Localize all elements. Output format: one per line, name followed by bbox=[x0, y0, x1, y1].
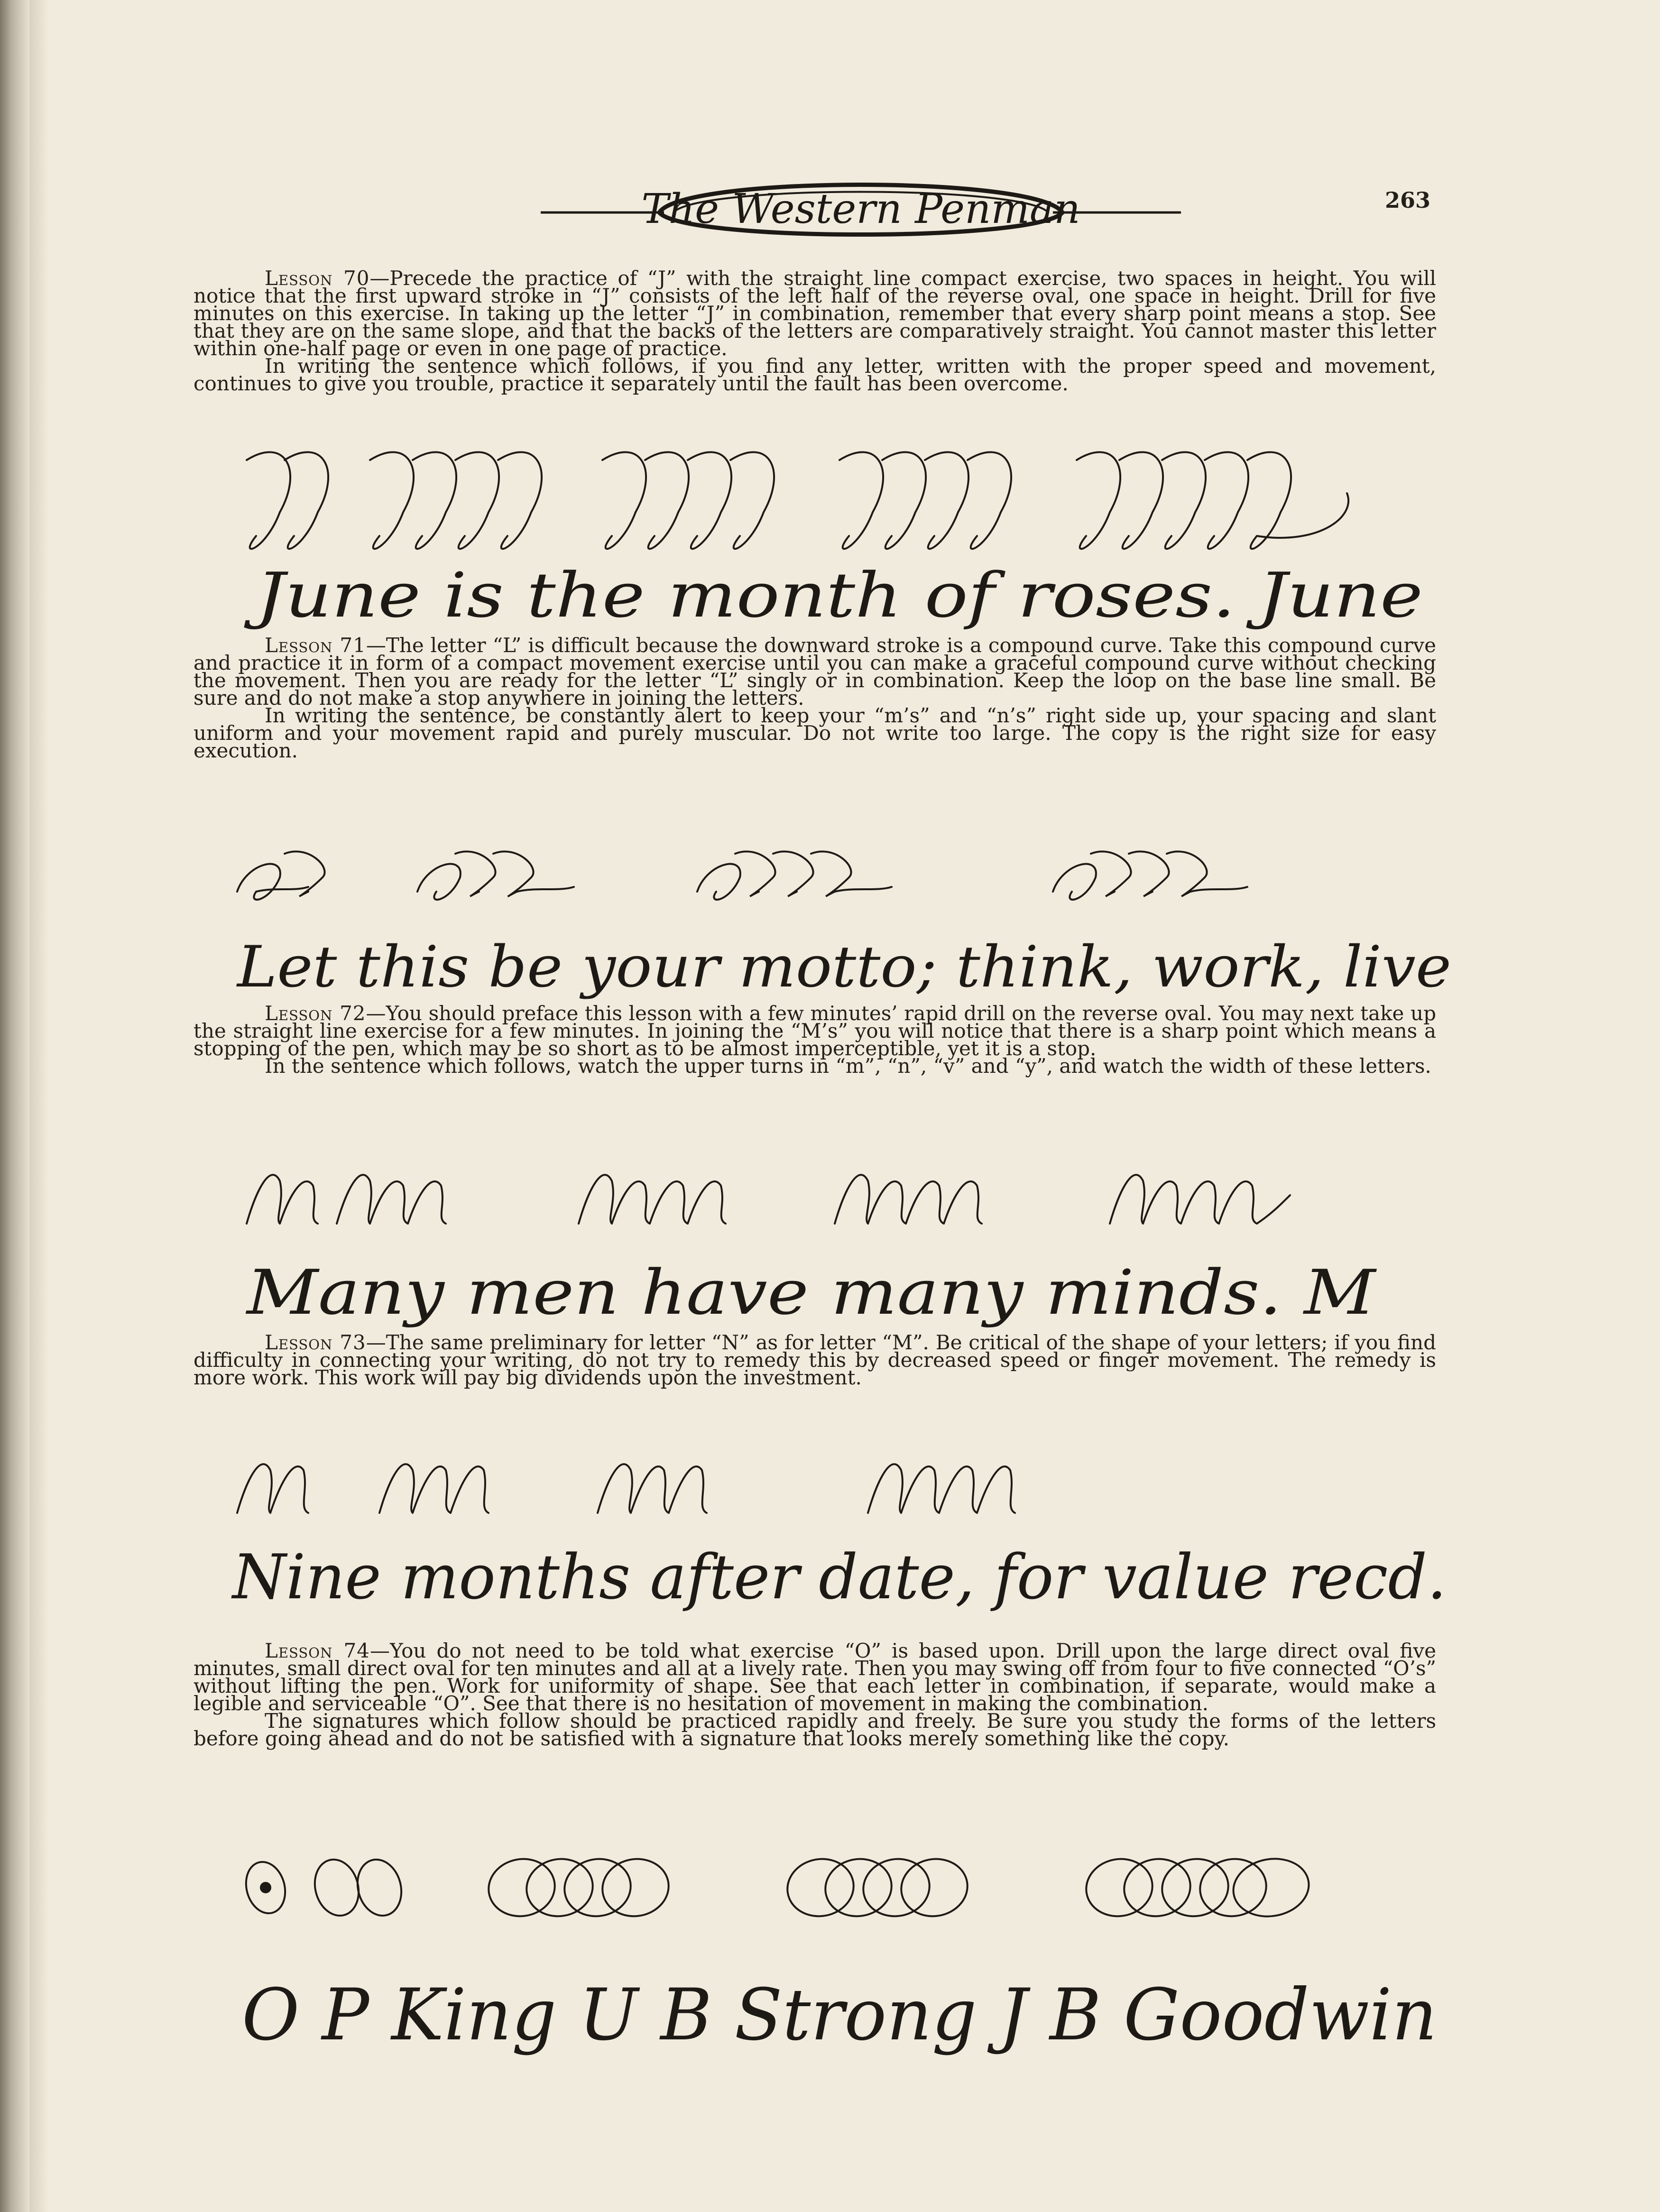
masthead-logo bbox=[541, 157, 1181, 251]
script-sentence: Nine months after date, for value recd. bbox=[231, 1541, 1447, 1613]
lesson-70-text bbox=[194, 267, 1436, 395]
lesson-71-copy bbox=[228, 835, 1451, 1010]
page-gutter bbox=[29, 0, 48, 2212]
lesson-paragraph: —The letter “L” is difficult because the downward stroke is a compound curve. Take this compound curve and practice it in form of a compact movement exercise until you can make a graceful compound curve without checking the movement. Then you are ready for the letter “L” singly or in combination. Keep the loop on the base line small. Be sure and do not make a stop anywhere in joining the letters. bbox=[194, 634, 1436, 710]
lesson-73-copy bbox=[228, 1437, 1451, 1617]
lesson-label: Lesson 70 bbox=[265, 267, 370, 290]
lesson-72-copy bbox=[228, 1152, 1451, 1328]
lesson-74-copy bbox=[228, 1840, 1451, 2063]
lesson-70-copy bbox=[228, 441, 1451, 645]
lesson-paragraph: In writing the sentence which follows, if you find any letter, written with the proper speed and movement, continues to give you trouble, practice it separately until the fault has been overcome. bbox=[194, 354, 1436, 395]
book-binding-shadow bbox=[0, 0, 29, 2212]
lesson-paragraph: —You do not need to be told what exercise “O” is based upon. Drill upon the large direct oval five minutes, small direct oval for ten minutes and all at a lively rate. Then you may swing off from four to five connected “O’s” without lifting the pen. Work for uniformity of shape. See that each letter in combination, if separate, would make a legible and serviceable “O”. See that there is no hesitation of movement in making the combination. bbox=[194, 1639, 1436, 1715]
lesson-paragraph: In the sentence which follows, watch the upper turns in “m”, “n”, “v” and “y”, and watch the width of these letters. bbox=[265, 1054, 1431, 1078]
lesson-paragraph: In writing the sentence, be constantly alert to keep your “m’s” and “n’s” right side up, your spacing and slant uniform and your movement rapid and purely muscular. Do not write too large. The copy is the right size for easy execution. bbox=[194, 704, 1436, 762]
lesson-71-text bbox=[194, 634, 1436, 762]
lesson-73-text bbox=[194, 1331, 1436, 1389]
page-number: 263 bbox=[1385, 187, 1431, 213]
lesson-label: Lesson 74 bbox=[265, 1639, 370, 1662]
script-sentence: Let this be your motto; think, work, live bbox=[236, 934, 1451, 1000]
lesson-74-text bbox=[194, 1639, 1436, 1750]
lesson-72-text bbox=[194, 1002, 1436, 1078]
script-sentence: June is the month of roses. June bbox=[244, 559, 1423, 631]
lesson-paragraph: The signatures which follow should be practiced rapidly and freely. Be sure you study the forms of the letters before going ahead and do not be satisfied with a signature that looks merely something like the copy. bbox=[194, 1709, 1436, 1750]
lesson-paragraph: —You should preface this lesson with a few minutes’ rapid drill on the reverse oval. You may next take up the straight line exercise for a few minutes. In joining the “M’s” you will notice that there is a sharp point which means a stopping of the pen, which may be so short as to be almost imperceptible, yet it is a stop. bbox=[194, 1002, 1436, 1060]
masthead-text: The Western Penman bbox=[641, 185, 1080, 233]
lesson-label: Lesson 73 bbox=[265, 1331, 366, 1354]
lesson-paragraph: —Precede the practice of “J” with the straight line compact exercise, two spaces in height. You will notice that the first upward stroke in “J” consists of the left half of the reverse oval, one space in height. Drill for five minutes on this exercise. In taking up the letter “J” in combination, remember that every sharp point means a stop. See that they are on the same slope, and that the backs of the letters are comparatively straight. You cannot master this letter within one-half page or even in one page of practice. bbox=[194, 267, 1436, 360]
script-sentence: Many men have many minds. M bbox=[245, 1256, 1377, 1328]
script-signatures: O P King U B Strong J B Goodwin bbox=[242, 1974, 1437, 2056]
lesson-label: Lesson 72 bbox=[265, 1002, 366, 1025]
lesson-paragraph: —The same preliminary for letter “N” as for letter “M”. Be critical of the shape of your letters; if you find difficulty in connecting your writing, do not try to remedy this by decreased speed or finger movement. The remedy is more work. This work will pay big dividends upon the investment. bbox=[194, 1331, 1436, 1389]
lesson-label: Lesson 71 bbox=[265, 634, 366, 657]
